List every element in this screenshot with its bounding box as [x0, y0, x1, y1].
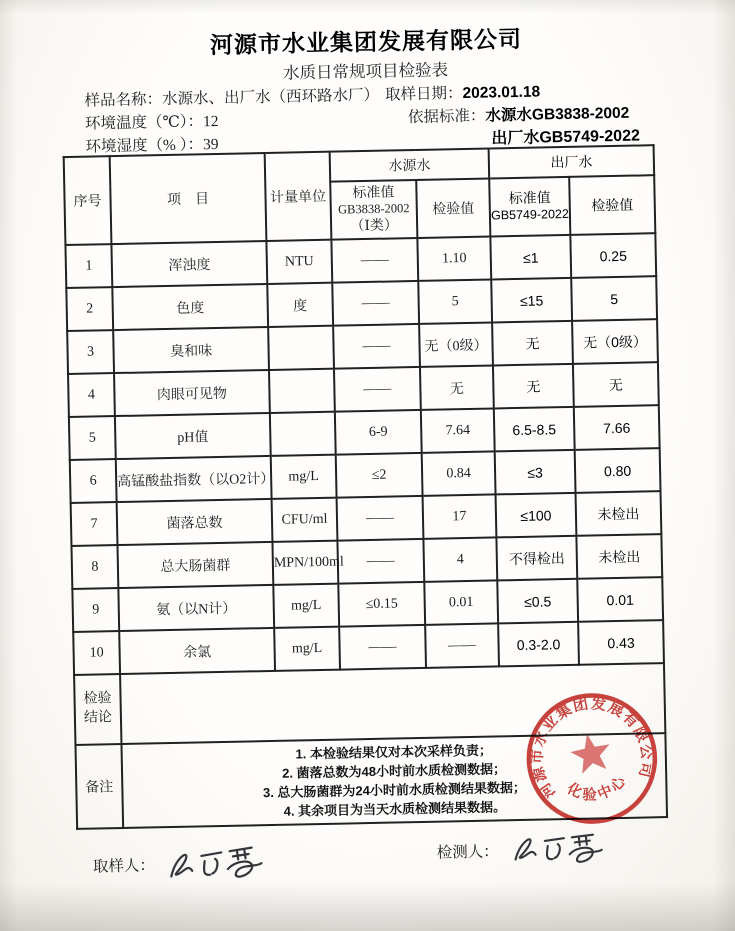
remarks-label: 备注: [75, 744, 123, 829]
header-item: 项 目: [110, 153, 267, 244]
cell-factory-value: 7.66: [574, 405, 660, 450]
cell-factory-value: 0.43: [578, 620, 664, 665]
cell-source-value: ——: [425, 623, 499, 667]
table-body: [65, 233, 664, 675]
cell-source-standard: ——: [337, 539, 424, 584]
cell-item: 高锰酸盐指数（以O2计）: [116, 456, 272, 502]
remark-line: 1. 本检验结果仅对本次采样负责；: [295, 742, 493, 762]
cell-unit: NTU: [266, 240, 332, 284]
header-unit: 计量单位: [265, 152, 332, 241]
cell-source-standard: ——: [333, 324, 420, 369]
cell-factory-standard: 不得检出: [496, 536, 577, 581]
cell-source-value: 17: [423, 494, 497, 538]
cell-factory-value: 无: [573, 362, 659, 407]
cell-source-standard: ——: [332, 281, 419, 326]
cell-factory-value: 0.01: [577, 577, 663, 622]
cell-no: 2: [66, 287, 113, 331]
env-temperature-line: [85, 109, 219, 134]
cell-factory-value: 未检出: [576, 491, 662, 536]
standard-label: 依据标准：: [407, 107, 486, 127]
tester-signature: [511, 826, 612, 874]
header-source-group: 水源水: [330, 149, 490, 182]
conclusion-label: 检验 结论: [74, 674, 121, 745]
cell-source-value: 1.10: [417, 236, 491, 280]
cell-factory-value: 5: [571, 276, 657, 321]
cell-no: 10: [73, 631, 120, 675]
cell-factory-standard: ≤15: [491, 278, 572, 323]
remark-line: 3. 总大肠菌群为24小时前水质检测结果数据；: [262, 779, 527, 801]
standard-factory-water: 出厂水GB5749-2022: [491, 127, 641, 148]
sampling-date-label: 取样日期：: [384, 85, 463, 104]
cell-item: 菌落总数: [117, 499, 273, 545]
report-title: 水质日常规项目检验表: [282, 60, 449, 83]
seal-star-icon: [567, 730, 614, 775]
cell-item: pH值: [115, 413, 271, 459]
cell-factory-standard: 0.3-2.0: [498, 622, 579, 667]
table-header: [64, 145, 656, 245]
cell-no: 9: [72, 588, 119, 632]
cell-source-standard: ——: [337, 496, 424, 541]
seal-center-text: 化验中心: [564, 771, 632, 804]
sampler-signature: [166, 840, 272, 890]
cell-factory-value: 无（0级）: [572, 319, 658, 364]
company-title: 河源市水业集团发展有限公司: [209, 25, 523, 59]
cell-no: 5: [69, 416, 116, 460]
cell-source-standard: 6-9: [335, 410, 422, 455]
cell-source-value: 5: [418, 279, 492, 323]
seal-ring-text: 河源市水业集团发展有限公司: [528, 695, 656, 802]
cell-source-standard: ——: [339, 625, 426, 670]
cell-factory-value: 0.80: [575, 448, 661, 493]
cell-factory-value: 0.25: [570, 233, 656, 278]
cell-factory-standard: ≤100: [496, 493, 577, 538]
env-temperature-value: 12: [202, 112, 219, 131]
cell-item: 氨（以N计）: [118, 585, 274, 631]
cell-factory-standard: 6.5-8.5: [494, 407, 575, 452]
sample-name-value: 水源水、出厂水（西环路水厂）: [161, 86, 380, 109]
cell-source-value: 7.64: [421, 408, 495, 452]
tester-label: 检测人：: [436, 843, 499, 862]
cell-unit: CFU/ml: [272, 498, 338, 542]
env-humidity-value: 39: [202, 135, 219, 154]
header-source-standard: 标准值 GB3838-2002 （Ⅰ类）: [330, 180, 417, 240]
sampler-line: [93, 853, 155, 876]
cell-unit: mg/L: [273, 584, 339, 628]
cell-source-value: 4: [423, 537, 497, 581]
cell-source-value: 无（0级）: [419, 322, 493, 366]
cell-factory-standard: ≤0.5: [497, 579, 578, 624]
cell-no: 6: [70, 459, 117, 503]
cell-factory-standard: ≤3: [495, 450, 576, 495]
header-no: 序号: [64, 156, 112, 245]
cell-item: 肉眼可见物: [114, 370, 270, 416]
cell-unit: mg/L: [271, 455, 337, 499]
remark-line: 4. 其余项目为当天水质检测结果数据。: [283, 799, 507, 819]
cell-no: 8: [71, 545, 118, 589]
cell-factory-standard: 无: [493, 364, 574, 409]
cell-item: 臭和味: [113, 327, 269, 373]
remark-line: 2. 菌落总数为48小时前水质检测数据；: [281, 761, 507, 781]
cell-unit: [270, 412, 336, 456]
header-source-value: 检验值: [416, 179, 490, 238]
cell-unit: [269, 369, 335, 413]
cell-source-standard: ——: [331, 238, 418, 283]
cell-unit: 度: [267, 283, 333, 327]
env-temperature-label: 环境温度（℃）：: [84, 113, 204, 133]
cell-source-value: 无: [420, 365, 494, 409]
cell-item: 色度: [112, 284, 268, 330]
header-factory-standard: 标准值 GB5749-2022: [489, 177, 570, 237]
cell-source-standard: ≤2: [336, 453, 423, 498]
official-seal: [510, 676, 674, 840]
sampler-label: 取样人：: [92, 857, 156, 876]
cell-unit: [268, 326, 334, 370]
cell-source-value: 0.84: [422, 451, 496, 495]
cell-item: 浑浊度: [111, 241, 267, 287]
cell-factory-standard: ≤1: [490, 235, 571, 280]
cell-factory-standard: 无: [492, 321, 573, 366]
cell-no: 7: [71, 502, 118, 546]
cell-unit: MPN/100ml: [272, 541, 338, 585]
cell-factory-value: 未检出: [576, 534, 662, 579]
cell-source-standard: ——: [334, 367, 421, 412]
cell-no: 3: [67, 330, 114, 374]
cell-no: 1: [65, 244, 112, 288]
header-factory-value: 检验值: [569, 175, 655, 235]
cell-no: 4: [68, 373, 115, 417]
cell-source-value: 0.01: [424, 580, 498, 624]
tester-line: [436, 839, 498, 862]
cell-item: 总大肠菌群: [117, 542, 273, 588]
header-factory-group: 出厂水: [489, 145, 655, 178]
sample-name-label: 样品名称：: [84, 91, 163, 110]
cell-source-standard: ≤0.15: [338, 582, 425, 627]
cell-unit: mg/L: [274, 627, 340, 671]
standard-source-water: 水源水GB3838-2002: [485, 104, 630, 125]
cell-item: 余氯: [119, 628, 275, 674]
sampling-date-value: 2023.01.18: [462, 83, 541, 103]
env-humidity-label: 环境湿度（% ）：: [85, 136, 204, 156]
svg-text:化验中心: [561, 767, 634, 810]
